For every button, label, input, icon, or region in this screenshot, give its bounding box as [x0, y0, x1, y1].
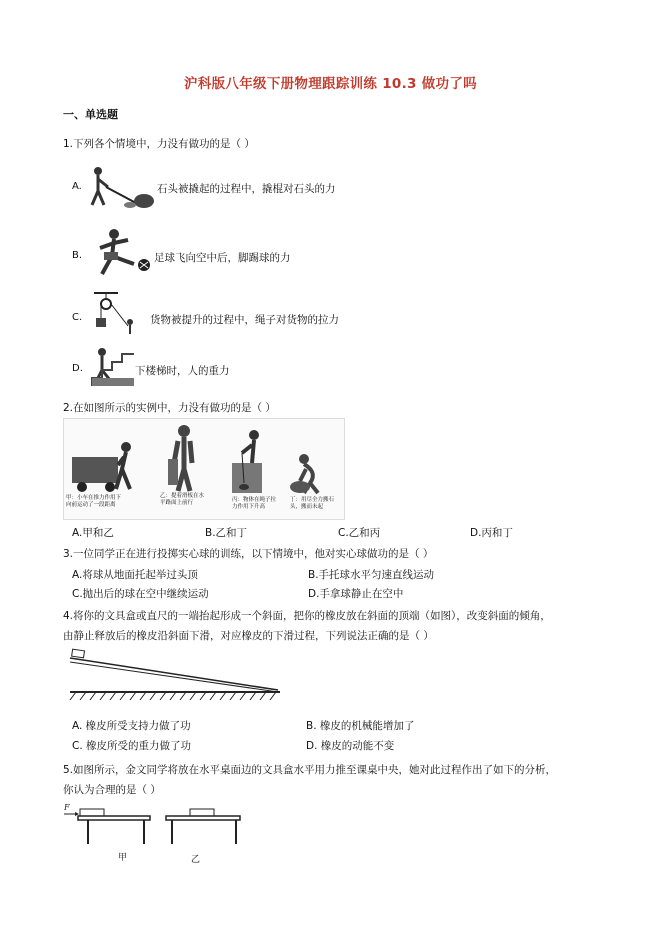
q2-option-d: D.丙和丁	[470, 527, 513, 539]
q3-stem: 3.一位同学正在进行投掷实心球的训练，以下情境中，他对实心球做功的是（ ）	[63, 548, 434, 560]
q1-option-b-text: 足球飞向空中后，脚踢球的力	[154, 252, 291, 264]
q2-stem: 2.在如图所示的实例中，力没有做功的是（ ）	[63, 402, 276, 414]
q1-option-b-letter: B.	[72, 250, 83, 261]
q2-option-a: A.甲和乙	[72, 527, 114, 539]
section-heading: 一、单选题	[63, 108, 118, 121]
q3-option-b: B.手托球水平匀速直线运动	[308, 569, 435, 581]
q5-force-label: F	[64, 803, 70, 812]
q3-option-a: A.将球从地面托起举过头顶	[72, 569, 198, 581]
q1-option-b-figure	[84, 228, 154, 280]
q5-desk-figure	[60, 800, 250, 848]
q1-option-a-letter: A.	[72, 181, 82, 192]
q4-option-a: A. 橡皮所受支持力做了功	[72, 720, 191, 732]
q4-incline-figure	[66, 648, 286, 703]
q2-option-b: B.乙和丁	[205, 527, 248, 539]
q2-option-c: C.乙和丙	[338, 527, 381, 539]
q4-stem-line1: 4.将你的文具盒或直尺的一端抬起形成一个斜面，把你的橡皮放在斜面的顶端（如图），改变斜面的倾角，	[63, 610, 551, 622]
q1-option-d-figure	[88, 346, 136, 388]
q3-option-d: D.手拿球静止在空中	[308, 588, 404, 600]
q1-option-d-text: 下楼梯时，人的重力	[135, 365, 230, 377]
q2-figure	[63, 418, 345, 520]
q5-stem-line2: 你认为合理的是（ ）	[63, 784, 161, 796]
q4-option-b: B. 橡皮的机械能增加了	[306, 720, 415, 732]
q1-stem: 1.下列各个情境中，力没有做功的是（ ）	[63, 138, 255, 150]
q1-option-c-figure	[88, 292, 148, 338]
q5-stem-line1: 5.如图所示，金文同学将放在水平桌面边的文具盒水平用力推至课桌中央，她对此过程作出了如下的分析，	[63, 764, 557, 776]
q2-caption-ding: 丁：用尽全力搬石头，搬而未起	[290, 497, 335, 510]
q1-option-a-text: 石头被撬起的过程中，撬棍对石头的力	[157, 183, 336, 195]
q4-stem-line2: 由静止释放后的橡皮沿斜面下滑，对应橡皮的下滑过程，下列说法正确的是（ ）	[63, 630, 434, 642]
q4-option-c: C. 橡皮所受的重力做了功	[72, 740, 192, 752]
q5-label-yi: 乙	[191, 855, 201, 865]
q2-caption-yi: 乙：提着滑板在水平路面上前行	[160, 493, 205, 506]
q1-option-c-text: 货物被提升的过程中，绳子对货物的拉力	[150, 314, 339, 326]
q3-option-c: C.抛出后的球在空中继续运动	[72, 588, 209, 600]
q2-caption-jia: 甲：小车在推力作用下向前运动了一段距离	[66, 495, 122, 508]
q4-option-d: D. 橡皮的动能不变	[306, 740, 395, 752]
q5-label-jia: 甲	[118, 853, 128, 863]
page-title: 沪科版八年级下册物理跟踪训练 10.3 做功了吗	[184, 76, 477, 92]
q2-caption-bing: 丙：物体在绳子拉力作用下升高	[232, 497, 277, 510]
q1-option-c-letter: C.	[72, 312, 83, 323]
q1-option-d-letter: D.	[72, 363, 83, 374]
q1-option-a-figure	[84, 165, 156, 210]
